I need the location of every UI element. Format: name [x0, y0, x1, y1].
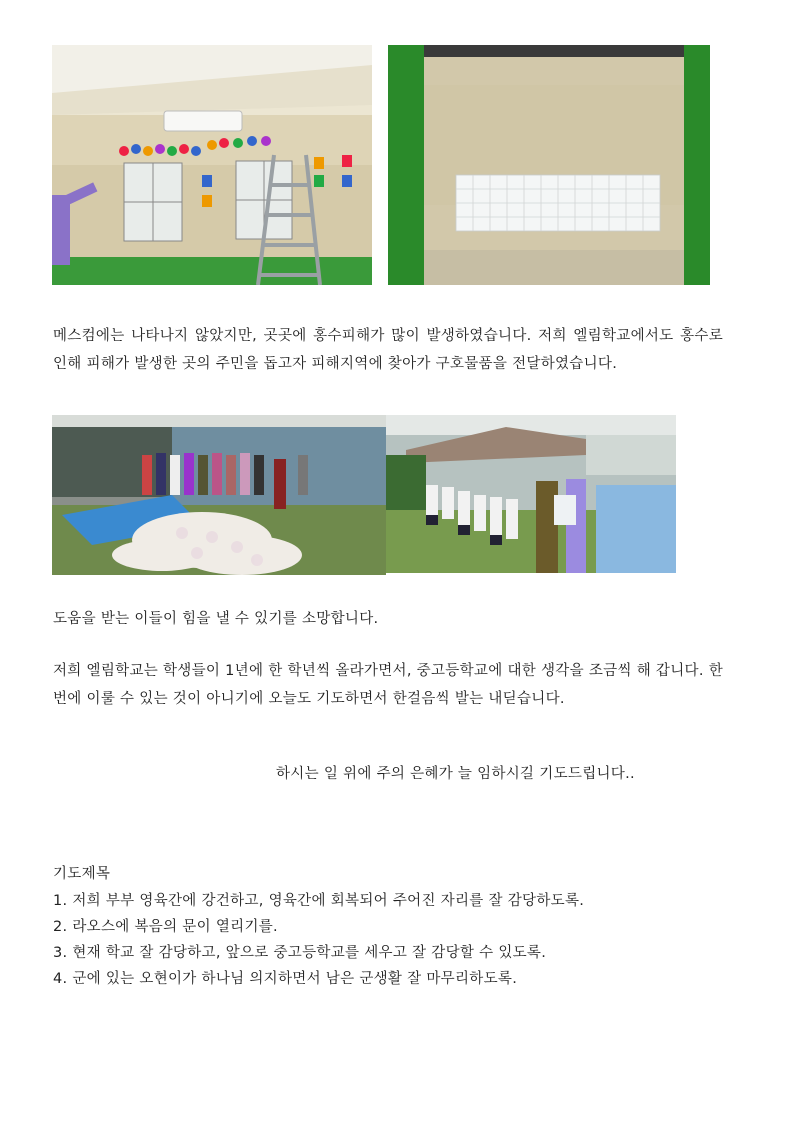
- glass-block-wall-photo: [388, 45, 710, 285]
- classroom-wall-photo: [52, 45, 372, 285]
- flood-paragraph: 메스컴에는 나타나지 않았지만, 곳곳에 홍수피해가 많이 발생하였습니다. 저희 엘림학교에서도 홍수로 인해 피해가 발생한 곳의 주민을 돕고자 피해지역에 찾아가 구호물품을 전달하였습니다.: [53, 328, 723, 372]
- school-paragraph: 저희 엘림학교는 학생들이 1년에 한 학년씩 올라가면서, 중고등학교에 대한 생각을 조금씩 해 갑니다. 한번에 이룰 수 있는 것이 아니기에 오늘도 기도하면서 한걸음씩 발는 내딛습니다.: [53, 663, 723, 707]
- relief-handover-photo: [386, 415, 676, 573]
- closing-line: 하시는 일 위에 주의 은혜가 늘 임하시길 기도드립니다..: [276, 766, 635, 782]
- prayer-item: 3. 현재 학교 잘 감당하고, 앞으로 중고등학교를 세우고 잘 감당할 수 있도록.: [53, 945, 547, 961]
- prayer-item: 2. 라오스에 복음의 문이 열리기를.: [53, 919, 278, 935]
- prayer-item: 4. 군에 있는 오현이가 하나님 의지하면서 남은 군생활 잘 마무리하도록.: [53, 971, 518, 987]
- prayer-list: [53, 888, 584, 992]
- relief-goods-photo: [52, 415, 386, 575]
- hope-paragraph: 도움을 받는 이들이 힘을 낼 수 있기를 소망합니다.: [53, 611, 379, 627]
- prayer-item: 1. 저희 부부 영육간에 강건하고, 영육간에 회복되어 주어진 자리를 잘 감당하도록.: [53, 893, 585, 909]
- prayer-title: 기도제목: [53, 866, 111, 882]
